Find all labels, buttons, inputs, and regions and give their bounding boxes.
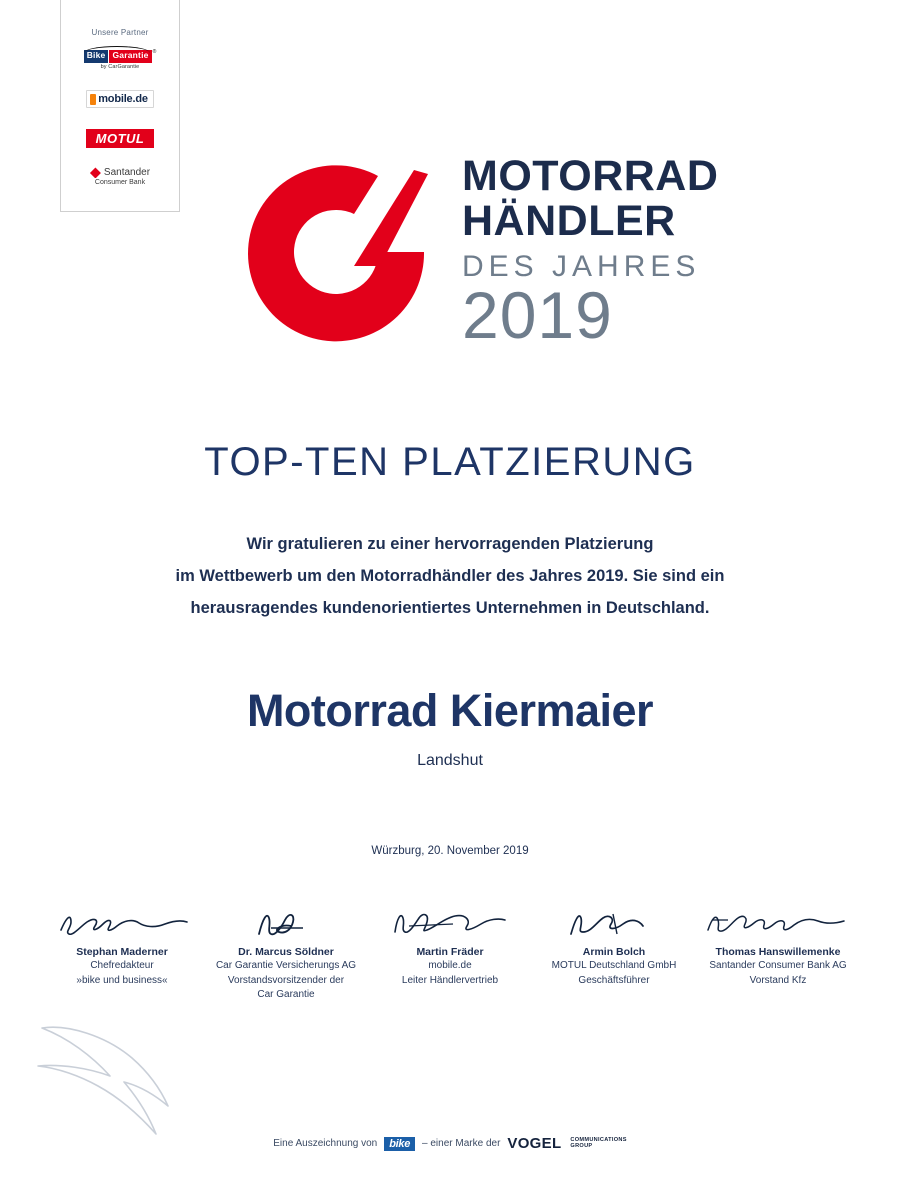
dealer-city: Landshut	[417, 752, 483, 769]
partner-box-title: Unsere Partner	[91, 28, 149, 37]
signature-role-line-1: mobile.de	[428, 960, 472, 971]
signature-name: Thomas Hanswillemenke	[715, 946, 841, 958]
partner-logo-bike-garantie	[71, 45, 169, 75]
place-and-date: Würzburg, 20. November 2019	[371, 845, 529, 857]
signature-image	[532, 900, 696, 944]
santander-sub: Consumer Bank	[94, 178, 146, 186]
vogel-sub-line-1: COMMUNICATIONS	[570, 1136, 627, 1143]
award-intro	[0, 528, 900, 625]
signature-role-line-3: Car Garantie	[257, 989, 315, 1000]
signature-image	[40, 900, 204, 944]
signature-row	[40, 900, 860, 1002]
signature-role-line-2: Vorstandsvorsitzender der	[227, 974, 345, 986]
dealer-name: Motorrad Kiermaier	[246, 685, 654, 736]
signature-role-line-2: Leiter Händlervertrieb	[401, 974, 499, 986]
bike-garantie-garantie-label: Garantie	[109, 50, 151, 63]
signature-role-line-2: »bike und business«	[76, 974, 168, 986]
registered-icon: ®	[152, 48, 157, 55]
signature-image	[204, 900, 368, 944]
award-logo	[0, 118, 900, 378]
bike-garantie-swoosh-icon	[84, 46, 151, 53]
santander-label: Santander	[103, 167, 151, 179]
signature-block	[204, 900, 368, 1002]
signature-block	[368, 900, 532, 1002]
motul-label: MOTUL	[86, 129, 155, 148]
award-wordmark	[462, 152, 882, 353]
signature-role-line-2: Geschäftsführer	[578, 974, 650, 986]
signature-role-line-1: Santander Consumer Bank AG	[709, 960, 847, 971]
motorradhaendler-mark-icon	[228, 140, 448, 360]
footer-middle: – einer Marke der	[422, 1138, 501, 1149]
bike-und-business-logo: bike	[384, 1137, 415, 1151]
wordmark-line-haendler: HÄNDLER	[462, 197, 676, 246]
vogel-sub-line-2: GROUP	[570, 1142, 593, 1149]
wordmark-line-desjahres: DES JAHRES	[462, 250, 701, 284]
footer	[0, 1135, 900, 1152]
signature-name: Stephan Maderner	[76, 946, 168, 958]
award-intro-line-3: herausragendes kundenorientiertes Unternehmen in Deutschland.	[190, 599, 710, 618]
signature-role-line-1: Chefredakteur	[90, 960, 154, 971]
wordmark-line-year: 2019	[462, 278, 613, 353]
signature-name: Armin Bolch	[582, 946, 646, 958]
signature-image	[696, 900, 860, 944]
signature-block	[696, 900, 860, 1002]
signature-name: Martin Fräder	[416, 946, 484, 958]
signature-role-line-2: Vorstand Kfz	[749, 974, 807, 986]
award-intro-line-1: Wir gratulieren zu einer hervorragenden Platzierung	[246, 535, 654, 553]
signature-name: Dr. Marcus Söldner	[238, 946, 334, 958]
partner-logo-mobile-de	[71, 84, 169, 114]
signature-block	[40, 900, 204, 1002]
bike-garantie-bike-label: Bike	[84, 50, 109, 63]
signature-role-line-1: Car Garantie Versicherungs AG	[215, 960, 357, 971]
signature-role-line-1: MOTUL Deutschland GmbH	[551, 960, 677, 971]
signature-block	[532, 900, 696, 1002]
bike-garantie-sub: by CarGarantie	[100, 63, 140, 70]
award-intro-line-2: im Wettbewerb um den Motorradhändler des Jahres 2019. Sie sind ein	[175, 567, 725, 586]
wordmark-line-motorrad: MOTORRAD	[462, 152, 719, 200]
mobile-de-bar-icon	[90, 94, 96, 105]
page-title: TOP-TEN PLATZIERUNG	[204, 440, 696, 484]
vogel-logo-sub	[570, 1138, 626, 1150]
signature-image	[368, 900, 532, 944]
vogel-logo: VOGEL	[507, 1135, 562, 1152]
mobile-de-label: mobile.de	[98, 93, 148, 105]
footer-prefix: Eine Auszeichnung von	[273, 1138, 378, 1149]
